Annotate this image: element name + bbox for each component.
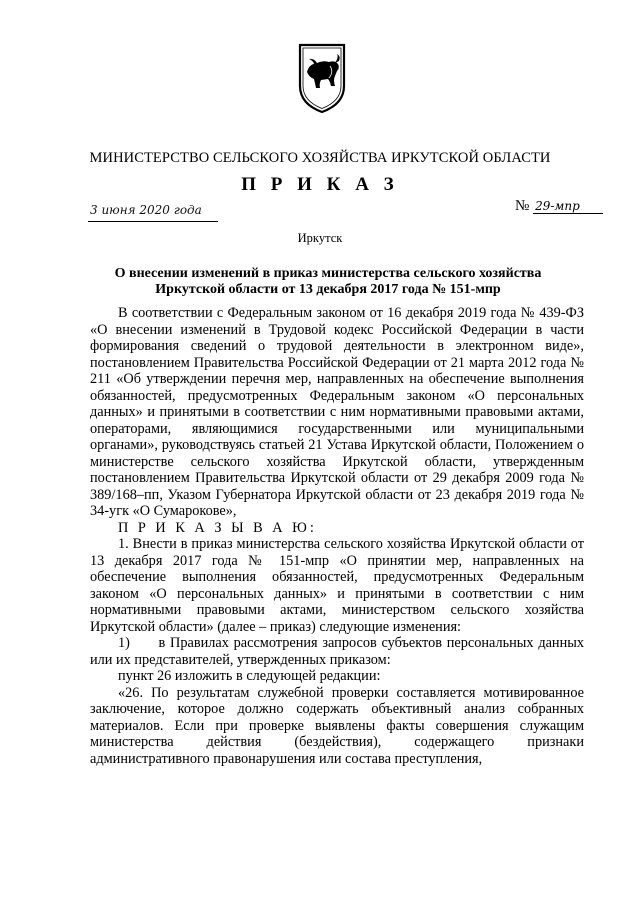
point-26-text: «26. По результатам служебной проверки составляется мотивированное заключение, которое должно содержать объективный анализ собранных материалов. Если при проверке выявлены факты совершения служащим министерства действия (бездействия), содержащего признаки административного правонарушения или состава преступления, xyxy=(90,684,584,767)
order-number-handwritten: 29-мпр xyxy=(533,199,603,214)
prikazyvayu-heading: П Р И К А З Ы В А Ю: xyxy=(118,519,317,536)
subject-line-2: Иркутской области от 13 декабря 2017 года № 151-мпр xyxy=(155,282,501,297)
clause-1-paragraph: 1. Внести в приказ министерства сельского хозяйства Иркутской области от 13 декабря 2017 года № 151-мпр «О принятии мер, направленных на обеспечение выполнения обязанностей, предусмотренных Федеральным законом «О персональных данных» и принятыми в соответствии с ним нормативными правовыми актами, министерством сельского хозяйства Иркутской области» (далее – приказ) следующие изменения: xyxy=(90,536,584,635)
order-title: П Р И К А З xyxy=(241,174,399,195)
order-body xyxy=(90,305,584,767)
subject-line-1: О внесении изменений в приказ министерства сельского хозяйства xyxy=(114,266,542,281)
number-sign: № xyxy=(515,198,530,214)
ministry-name: МИНИСТЕРСТВО СЕЛЬСКОГО ХОЗЯЙСТВА ИРКУТСКОЙ ОБЛАСТИ xyxy=(89,150,551,166)
city-name: Иркутск xyxy=(297,231,343,245)
coat-of-arms-emblem xyxy=(297,42,347,114)
order-date-handwritten: 3 июня 2020 года xyxy=(90,203,202,217)
order-date-field xyxy=(88,201,218,222)
preamble-paragraph: В соответствии с Федеральным законом от 16 декабря 2019 года № 439-ФЗ «О внесении изменений в Трудовой кодекс Российской Федерации в части формирования сведений о трудовой деятельности в электронном виде», постановлением Правительства Российской Федерации от 21 марта 2012 года № 211 «Об утверждении перечня мер, направленных на обеспечение выполнения обязанностей, предусмотренных Федеральным законом «О персональных данных» и принятыми в соответствии с ним нормативными правовыми актами, операторами, являющимися государственными или муниципальными органами», руководствуясь статьей 21 Устава Иркутской области, Положением о министерстве сельского хозяйства Иркутской области, утвержденным постановлением Правительства Иркутской области от 29 декабря 2009 года № 389/168–пп, Указом Губернатора Иркутской области от 23 декабря 2019 года № 34-угк «О Сумарокове», xyxy=(90,305,584,519)
order-number-field xyxy=(515,198,603,215)
order-subject xyxy=(88,266,568,298)
subclause-1-paragraph: 1) в Правилах рассмотрения запросов субъектов персональных данных или их представителей, утвержденных приказом: xyxy=(90,635,584,668)
point-26-intro: пункт 26 изложить в следующей редакции: xyxy=(118,668,381,684)
